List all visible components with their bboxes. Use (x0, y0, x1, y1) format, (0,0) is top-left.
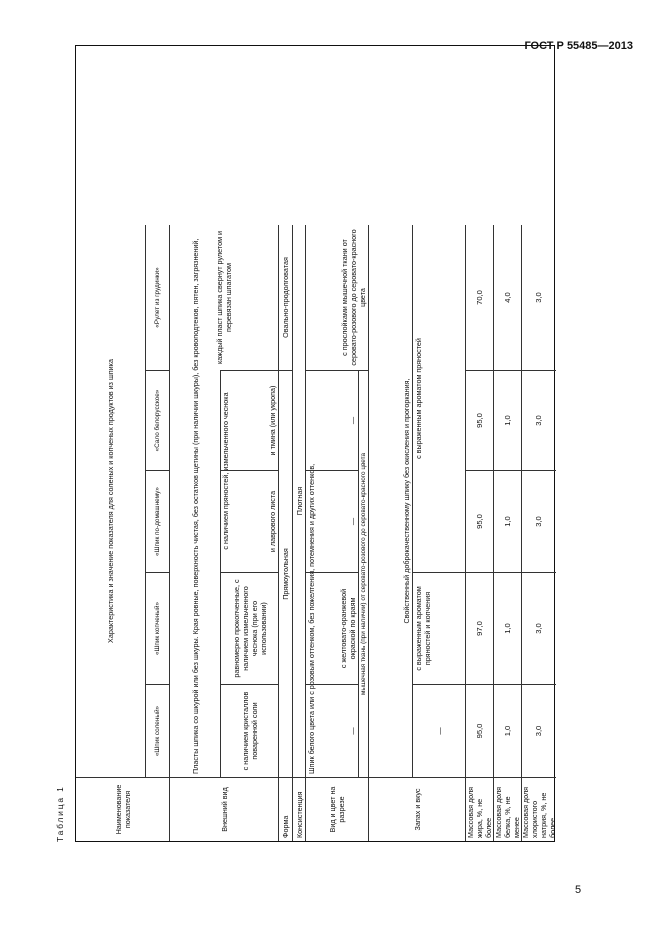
header-group: Характеристика и значение показателя для соленых и копченых продуктов из шпика (76, 225, 146, 777)
smell-common: Свойственный доброкачественному шпику без окисления и прогоркания, (369, 225, 413, 777)
header-product-roll: «Рулет из грудинки» (146, 225, 170, 370)
label-protein: Массовая доля белка, %, не менее (494, 777, 522, 841)
consistency-main: Плотная (293, 225, 306, 777)
label-appearance: Внешний вид (170, 777, 279, 841)
section-common: Шпик белого цвета или с розовым оттенком, без пожелтения, потемнения и других оттенков, (307, 463, 316, 774)
label-section: Вид и цвет на разрезе (306, 777, 369, 841)
label-shape: Форма (279, 777, 293, 841)
label-consistency: Консистенция (293, 777, 306, 841)
header-indicator-name: Наименование показателя (76, 777, 170, 841)
appearance-belarus: и тмина (или укропа) (220, 370, 279, 470)
header-product-homestyle: «Шпик по-домашнему» (146, 470, 170, 572)
appearance-roll: каждый пласт шпика свернут рулетом и перевязан шпагатом (170, 225, 279, 370)
fat-roll: 70,0 (466, 225, 494, 370)
header-product-belarus: «Сало белорусское» (146, 370, 170, 470)
shape-roll: Овально-продолговатая (279, 225, 293, 370)
document-code: ГОСТ Р 55485—2013 (524, 40, 633, 52)
protein-roll: 4,0 (494, 225, 522, 370)
header-product-salted: «Шпик соленый» (146, 684, 170, 777)
protein-belarus: 1,0 (494, 370, 522, 470)
page-number: 5 (575, 884, 582, 896)
fat-belarus: 95,0 (466, 370, 494, 470)
label-smell: Запах и вкус (369, 777, 466, 841)
section-muscle: мышечная ткань (при наличии) от серовато-розового до серовато-красного цвета (358, 370, 369, 777)
appearance-smoked: равномерно прокопченные, с наличием измельченного чеснока (при его использовании) (220, 572, 279, 684)
rotated-table-container (55, 45, 588, 842)
protein-homestyle: 1,0 (494, 470, 522, 572)
salt-roll: 3,0 (534, 292, 544, 303)
fat-salted: 95,0 (466, 684, 494, 777)
smell-others: с выраженным ароматом пряностей (413, 225, 466, 572)
section-homestyle: — (306, 470, 358, 572)
section-roll: с прослойками мышечной ткани от серовато-розового до серовато-красного цвета (306, 225, 369, 370)
label-salt: Массовая доля хлористого натрия, %, не более (522, 777, 556, 841)
salt-smoked: 3,0 (522, 572, 556, 684)
salt-salted: 3,0 (522, 684, 556, 777)
header-product-smoked: «Шпик копченый» (146, 572, 170, 684)
shape-main: Прямоугольная (279, 370, 293, 777)
section-belarus: — (306, 370, 358, 470)
fat-smoked: 97,0 (466, 572, 494, 684)
protein-salted: 1,0 (494, 684, 522, 777)
label-fat: Массовая доля жира, %, не более (466, 777, 494, 841)
section-salted: — (306, 684, 358, 777)
fat-homestyle: 95,0 (466, 470, 494, 572)
section-smoked: с желтовато-оранжевой окраской по краям (306, 572, 358, 684)
protein-smoked: 1,0 (494, 572, 522, 684)
appearance-homestyle: и лаврового листа (220, 470, 279, 572)
salt-homestyle: 3,0 (522, 470, 556, 572)
appearance-homestyle-belarus: с наличием пряностей, измельченного чеснока (221, 392, 230, 550)
appearance-common: Пласты шпика со шкурой или без шкуры. Края ровные, поверхность чистая, без остатков щетины (при наличии шкуры), без кровоподтеков, пятен, загрязнений, (190, 238, 200, 774)
appearance-salted: с наличием кристаллов поваренной соли (220, 684, 279, 777)
table-caption: Таблица 1 (55, 785, 65, 842)
smell-smoked: с выраженным ароматом пряностей и копчения (413, 572, 466, 684)
salt-belarus: 3,0 (522, 370, 556, 470)
smell-salted: — (413, 684, 466, 777)
product-table (75, 45, 555, 842)
